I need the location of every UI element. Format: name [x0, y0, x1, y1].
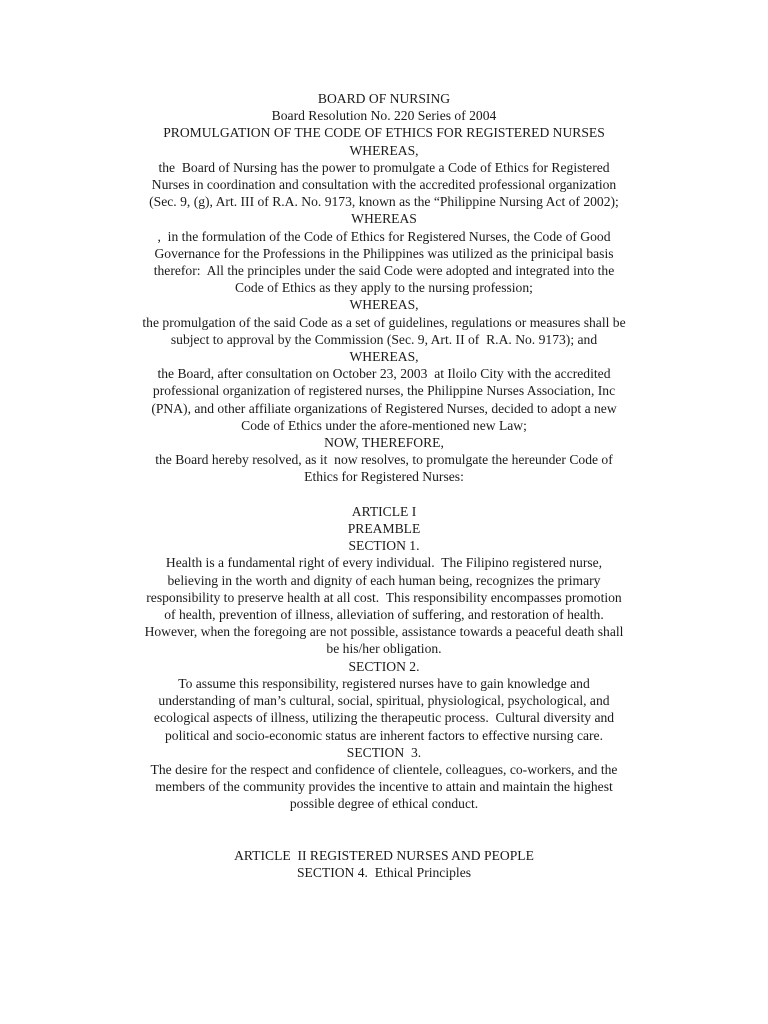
article-title: ARTICLE I: [351, 503, 417, 519]
clause-line: Code of Ethics as they apply to the nursing profession;: [235, 280, 533, 296]
section-line: of health, prevention of illness, alleviation of suffering, and restoration of health.: [164, 607, 604, 623]
resolution-number: Board Resolution No. 220 Series of 2004: [271, 108, 497, 124]
document-body: [110, 90, 658, 881]
article-subtitle: PREAMBLE: [347, 521, 421, 537]
article-title: ARTICLE II REGISTERED NURSES AND PEOPLE: [234, 847, 534, 863]
section-label: SECTION 4. Ethical Principles: [296, 865, 472, 881]
document-title: BOARD OF NURSING: [317, 91, 451, 106]
section-line: members of the community provides the incentive to attain and maintain the highest: [155, 779, 613, 795]
spacer: [110, 813, 658, 847]
section-line: The desire for the respect and confidence of clientele, colleagues, co-workers, and the: [150, 761, 618, 777]
clause-line: Code of Ethics under the afore-mentioned new Law;: [241, 417, 527, 433]
whereas-label: WHEREAS: [351, 211, 417, 227]
section-line: believing in the worth and dignity of each human being, recognizes the primary: [167, 572, 601, 588]
now-therefore-clause: [110, 434, 658, 486]
section-line: responsibility to preserve health at all cost. This responsibility encompasses promotion: [146, 589, 622, 605]
article-2: [110, 847, 658, 881]
section-line: ecological aspects of illness, utilizing the therapeutic process. Cultural diversity and: [153, 710, 615, 726]
clause-line: Governance for the Professions in the Philippines was utilized as the prinicipal basis: [154, 245, 614, 261]
section-line: political and socio-economic status are inherent factors to effective nursing care.: [165, 727, 603, 743]
whereas-clause-3: [110, 296, 658, 348]
clause-line: therefor: All the principles under the said Code were adopted and integrated into the: [153, 263, 615, 279]
section-1: [110, 537, 658, 657]
clause-line: (Sec. 9, (g), Art. III of R.A. No. 9173, known as the “Philippine Nursing Act of 2002);: [149, 194, 619, 210]
clause-line: subject to approval by the Commission (Sec. 9, Art. II of R.A. No. 9173); and: [170, 331, 598, 347]
clause-line: the Board, after consultation on October 23, 2003 at Iloilo City with the accredited: [157, 366, 611, 382]
section-line: possible degree of ethical conduct.: [289, 796, 479, 812]
clause-line: professional organization of registered nurses, the Philippine Nurses Association, Inc: [152, 383, 616, 399]
whereas-label: WHEREAS,: [349, 297, 419, 313]
whereas-clause-2: [110, 210, 658, 296]
section-2: [110, 658, 658, 744]
section-line: Health is a fundamental right of every individual. The Filipino registered nurse,: [165, 555, 603, 571]
section-line: understanding of man’s cultural, social, spiritual, physiological, psychological, and: [158, 693, 610, 709]
now-therefore-label: NOW, THEREFORE,: [324, 435, 444, 451]
clause-line: the promulgation of the said Code as a set of guidelines, regulations or measures shall be: [142, 314, 626, 330]
section-label: SECTION 1.: [348, 538, 420, 554]
clause-line: the Board hereby resolved, as it now resolves, to promulgate the hereunder Code of: [155, 452, 613, 468]
section-line: To assume this responsibility, registered nurses have to gain knowledge and: [178, 675, 590, 691]
clause-line: Ethics for Registered Nurses:: [304, 469, 464, 485]
whereas-clause-4: [110, 348, 658, 434]
whereas-label: WHEREAS,: [349, 142, 419, 158]
clause-line: the Board of Nursing has the power to promulgate a Code of Ethics for Registered: [158, 159, 610, 175]
section-line: However, when the foregoing are not possible, assistance towards a peaceful death shall: [144, 624, 624, 640]
article-1: [110, 503, 658, 813]
whereas-label: WHEREAS,: [349, 349, 419, 365]
spacer: [110, 486, 658, 503]
section-label: SECTION 3.: [346, 744, 422, 760]
section-label: SECTION 2.: [348, 658, 420, 674]
section-3: [110, 744, 658, 813]
clause-line: , in the formulation of the Code of Ethics for Registered Nurses, the Code of Good: [157, 228, 611, 244]
document-heading: PROMULGATION OF THE CODE OF ETHICS FOR REGISTERED NURSES: [163, 125, 605, 141]
clause-line: (PNA), and other affiliate organizations of Registered Nurses, decided to adopt a new: [151, 400, 617, 416]
section-line: be his/her obligation.: [326, 641, 442, 657]
clause-line: Nurses in coordination and consultation with the accredited professional organization: [151, 177, 617, 193]
whereas-clause-1: [110, 142, 658, 211]
